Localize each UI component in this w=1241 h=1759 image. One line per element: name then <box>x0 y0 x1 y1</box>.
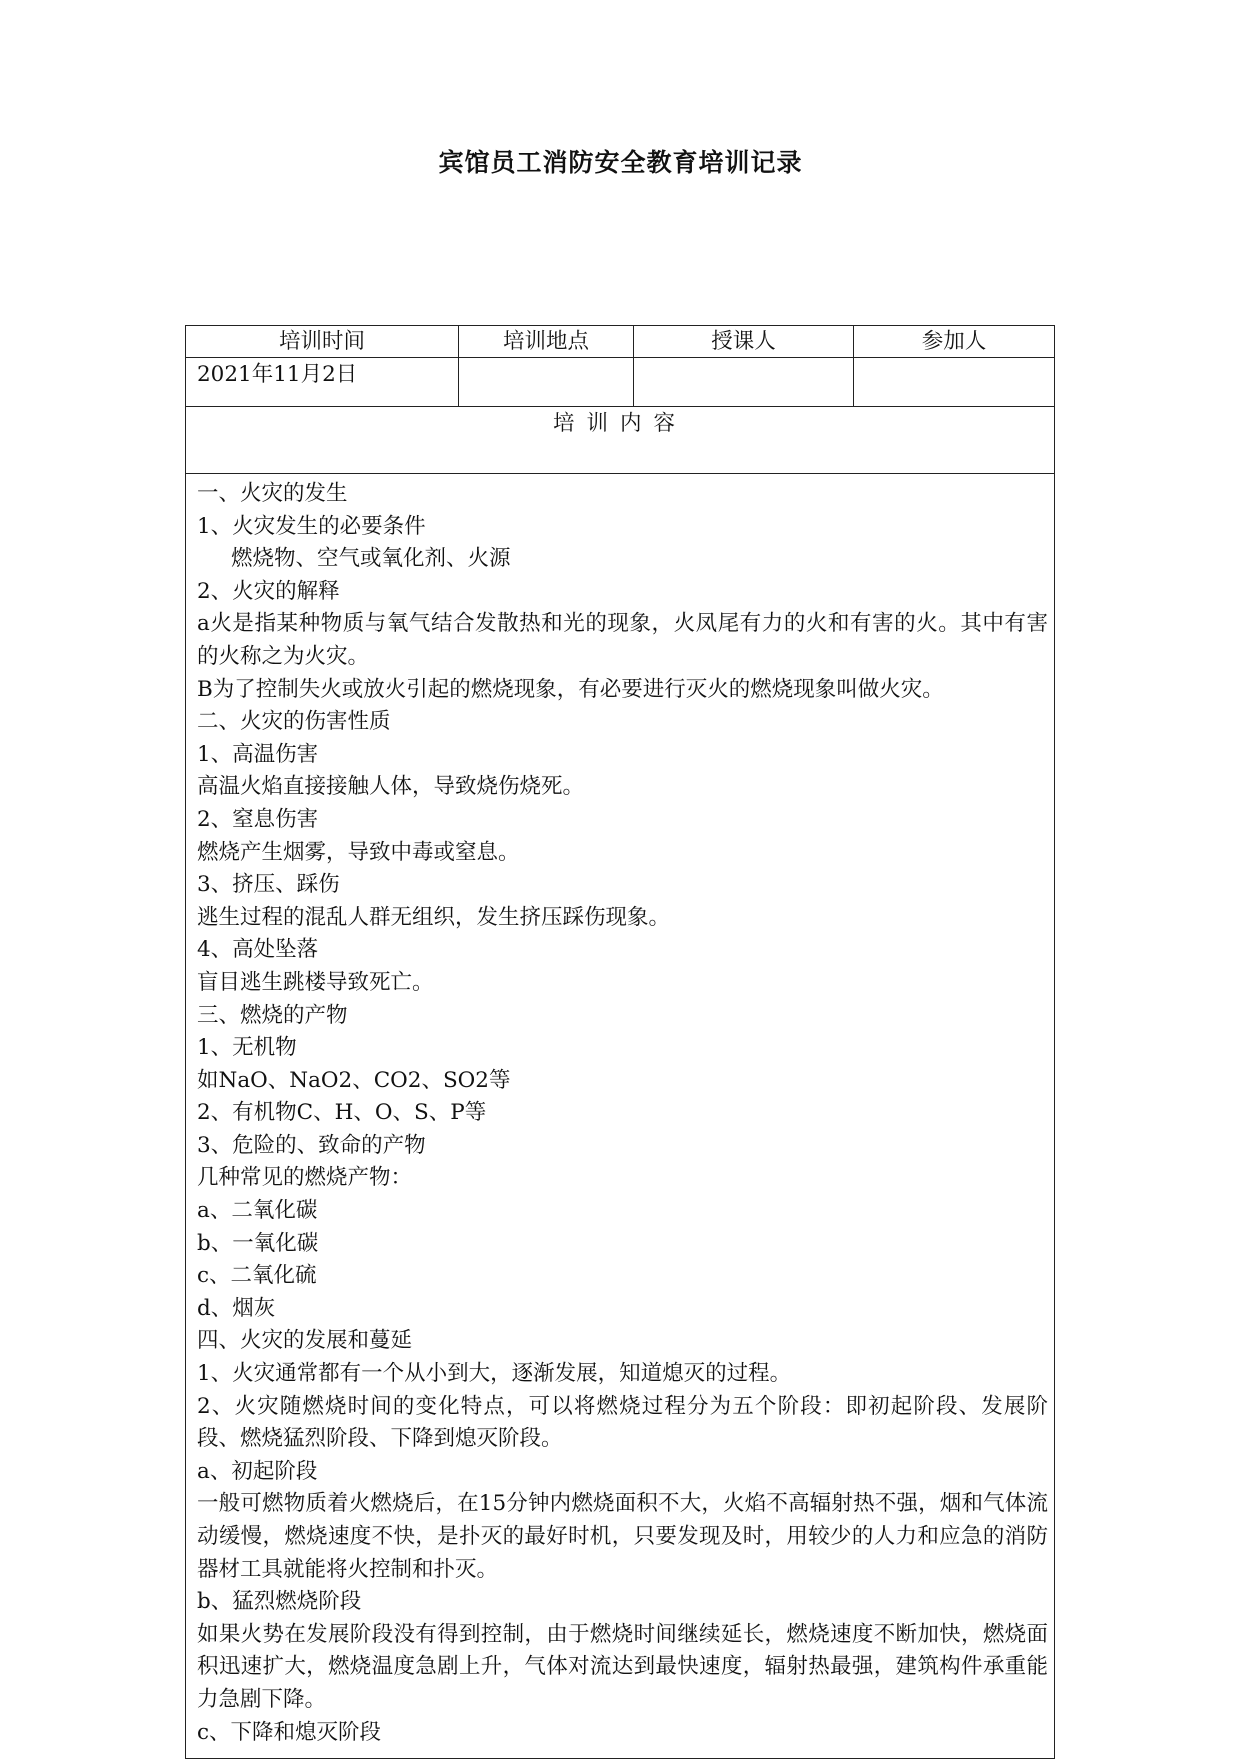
participants-value <box>854 358 1055 407</box>
list-item-3-c: c、二氧化硫 <box>197 1263 317 1289</box>
list-item-3-b: b、一氧化碳 <box>197 1230 319 1256</box>
text-4-2: 2、火灾随燃烧时间的变化特点，可以将燃烧过程分为五个阶段：即初起阶段、发展阶段、燃烧猛烈阶段、下降到熄灭阶段。 <box>197 1393 1048 1452</box>
header-teacher: 授课人 <box>634 326 854 358</box>
subheading-2-2: 2、窒息伤害 <box>197 806 319 832</box>
section-heading-1: 一、火灾的发生 <box>197 481 348 506</box>
document-title: 宾馆员工消防安全教育培训记录 <box>438 148 803 177</box>
header-training-place: 培训地点 <box>459 326 634 358</box>
subheading-4-a: a、初起阶段 <box>197 1458 318 1484</box>
subheading-3-1: 1、无机物 <box>197 1035 297 1061</box>
training-time-value: 2021年11月2日 <box>186 358 459 407</box>
text-4-b: 如果火势在发展阶段没有得到控制，由于燃烧时间继续延长，燃烧速度不断加快，燃烧面积迅速扩大，燃烧温度急剧上升，气体对流达到最快速度，辐射热最强，建筑构件承重能力急剧下降。 <box>197 1621 1048 1712</box>
training-record-table <box>185 325 1055 1759</box>
list-item-3-d: d、烟灰 <box>197 1295 276 1321</box>
training-content-label: 培训内容 <box>186 407 1055 474</box>
subheading-2-1: 1、高温伤害 <box>197 741 319 767</box>
section-heading-4: 四、火灾的发展和蔓延 <box>197 1328 413 1354</box>
training-place-value <box>459 358 634 407</box>
text-3-3: 几种常见的燃烧产物： <box>197 1165 413 1191</box>
training-content-body <box>186 474 1055 1759</box>
info-row <box>186 358 1055 407</box>
subheading-1-1: 1、火灾发生的必要条件 <box>197 513 426 539</box>
text-2-2: 燃烧产生烟雾，导致中毒或窒息。 <box>197 839 520 865</box>
header-training-time: 培训时间 <box>186 326 459 358</box>
subheading-2-3: 3、挤压、踩伤 <box>197 872 340 898</box>
subheading-1-2: 2、火灾的解释 <box>197 578 340 604</box>
section-heading-2: 二、火灾的伤害性质 <box>197 709 391 735</box>
text-2-4: 盲目逃生跳楼导致死亡。 <box>197 969 434 995</box>
text-3-1: 如NaO、NaO2、CO2、SO2等 <box>197 1067 511 1093</box>
text-4-1: 1、火灾通常都有一个从小到大，逐渐发展，知道熄灭的过程。 <box>197 1361 792 1387</box>
text-1-2-a: a火是指某种物质与氧气结合发散热和光的现象，火凤尾有力的火和有害的火。其中有害的火称之为火灾。 <box>197 611 1048 669</box>
section-heading-3: 三、燃烧的产物 <box>197 1002 348 1028</box>
subheading-3-3: 3、危险的、致命的产物 <box>197 1132 426 1158</box>
subheading-3-2: 2、有机物C、H、O、S、P等 <box>197 1100 487 1126</box>
content-row <box>186 474 1055 1759</box>
text-2-3: 逃生过程的混乱人群无组织，发生挤压踩伤现象。 <box>197 904 671 930</box>
subheading-4-c: c、下降和熄灭阶段 <box>197 1719 382 1745</box>
teacher-value <box>634 358 854 407</box>
text-1-2-b: B为了控制失火或放火引起的燃烧现象，有必要进行灭火的燃烧现象叫做火灾。 <box>197 676 944 702</box>
subheading-2-4: 4、高处坠落 <box>197 937 319 963</box>
subheading-4-b: b、猛烈燃烧阶段 <box>197 1589 362 1615</box>
text-2-1: 高温火焰直接接触人体，导致烧伤烧死。 <box>197 774 585 800</box>
text-4-a: 一般可燃物质着火燃烧后，在15分钟内燃烧面积不大，火焰不高辐射热不强，烟和气体流动缓慢，燃烧速度不快，是扑灭的最好时机，只要发现及时，用较少的人力和应急的消防器材工具就能将火控制和扑灭。 <box>197 1491 1048 1582</box>
section-row <box>186 407 1055 474</box>
header-row <box>186 326 1055 358</box>
list-item-3-a: a、二氧化碳 <box>197 1198 318 1224</box>
header-participants: 参加人 <box>854 326 1055 358</box>
text-1-1: 燃烧物、空气或氧化剂、火源 <box>231 546 511 572</box>
